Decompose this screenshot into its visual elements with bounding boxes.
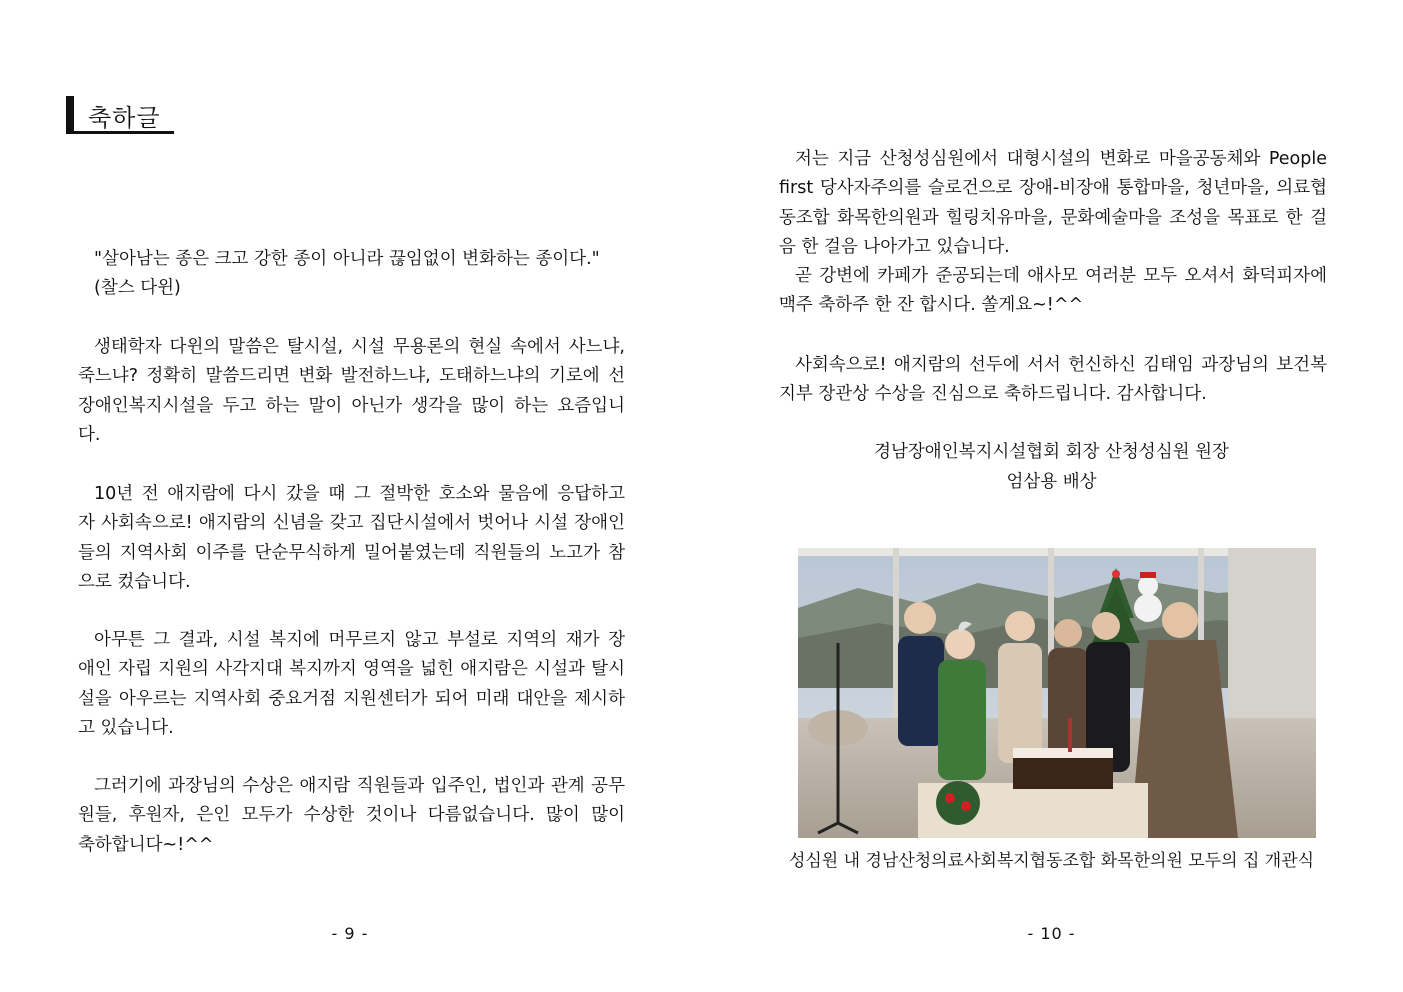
left-page: [0, 0, 700, 992]
right-paragraph-3: [779, 351, 1327, 410]
paragraph-line: 음 한 걸음 나아가고 있습니다.: [779, 236, 1010, 257]
signature-line-2: 엄삼용 배상: [1006, 472, 1097, 492]
paragraph-line: 저는 지금 산청성심원에서 대형시설의 변화로 마을공동체와 People: [795, 149, 1327, 169]
ceremony-photo: [798, 548, 1316, 838]
quote-text: "살아남는 종은 크고 강한 종이 아니라 끊임없이 변화하는 종이다.": [94, 249, 600, 269]
paragraph-line: 자 사회속으로! 애지람의 신념을 갖고 집단시설에서 벗어나 시설 장애인: [78, 513, 625, 534]
quote-source: (찰스 다윈): [94, 278, 181, 299]
paragraph-line: 장애인복지시설을 두고 하는 말이 아닌가 생각을 많이 하는 요즘입니: [78, 395, 625, 416]
photo-caption: 성심원 내 경남산청의료사회복지협동조합 화목한의원 모두의 집 개관식: [788, 851, 1315, 871]
paragraph-line: 다.: [78, 424, 101, 445]
quote-block: [78, 245, 625, 304]
paragraph-line: 축하합니다~!^^: [78, 834, 214, 855]
paragraph-line: 고 있습니다.: [78, 717, 174, 738]
paragraph-line: 죽느냐? 정확히 말씀드리면 변화 발전하느냐, 도태하느냐의 기로에 선: [78, 366, 625, 387]
paragraph-line: 그러기에 과장님의 수상은 애지람 직원들과 입주인, 법인과 관계 공무: [94, 776, 625, 796]
right-paragraph-2: [779, 262, 1327, 321]
left-paragraph-4: [78, 772, 625, 860]
paragraph-line: 맥주 축하주 한 잔 합시다. 쏠게요~!^^: [779, 295, 1084, 316]
paragraph-line: 애인 자립 지원의 사각지대 복지까지 영역을 넓힌 애지람은 시설과 탈시: [78, 659, 625, 680]
paragraph-line: 곧 강변에 카페가 준공되는데 애사모 여러분 모두 오셔서 화덕피자에: [795, 266, 1327, 286]
left-paragraph-2: [78, 480, 625, 597]
section-title: 축하글: [88, 104, 161, 132]
right-paragraph-1: [779, 145, 1327, 262]
paragraph-line: 생태학자 다윈의 말씀은 탈시설, 시설 무용론의 현실 속에서 사느냐,: [94, 337, 625, 357]
paragraph-line: first 당사자주의를 슬로건으로 장애-비장애 통합마을, 청년마을, 의료협: [779, 178, 1327, 199]
paragraph-line: 들의 지역사회 이주를 단순무식하게 밀어붙였는데 직원들의 노고가 참: [78, 542, 625, 563]
paragraph-line: 원들, 후원자, 은인 모두가 수상한 것이나 다름없습니다. 많이 많이: [78, 805, 625, 826]
paragraph-line: 지부 장관상 수상을 진심으로 축하드립니다. 감사합니다.: [779, 384, 1207, 405]
left-paragraph-3: [78, 626, 625, 743]
paragraph-line: 10년 전 애지람에 다시 갔을 때 그 절박한 호소와 물음에 응답하고: [94, 484, 625, 504]
paragraph-line: 설을 아우르는 지역사회 중요거점 지원센터가 되어 미래 대안을 제시하: [78, 688, 625, 709]
paragraph-line: 동조합 화목한의원과 힐링치유마을, 문화예술마을 조성을 목표로 한 걸: [779, 207, 1327, 228]
page-number: - 9 -: [331, 924, 369, 943]
left-paragraph-1: [78, 333, 625, 450]
paragraph-line: 사회속으로! 애지람의 선두에 서서 헌신하신 김태임 과장님의 보건복: [795, 355, 1327, 375]
paragraph-line: 아무튼 그 결과, 시설 복지에 머무르지 않고 부설로 지역의 재가 장: [94, 630, 625, 650]
paragraph-line: 으로 컸습니다.: [78, 571, 191, 592]
section-title-box: [66, 96, 174, 134]
signature-line-1: 경남장애인복지시설협회 회장 산청성심원 원장: [874, 442, 1229, 462]
right-page: [700, 0, 1403, 992]
page-number: - 10 -: [1027, 924, 1076, 943]
